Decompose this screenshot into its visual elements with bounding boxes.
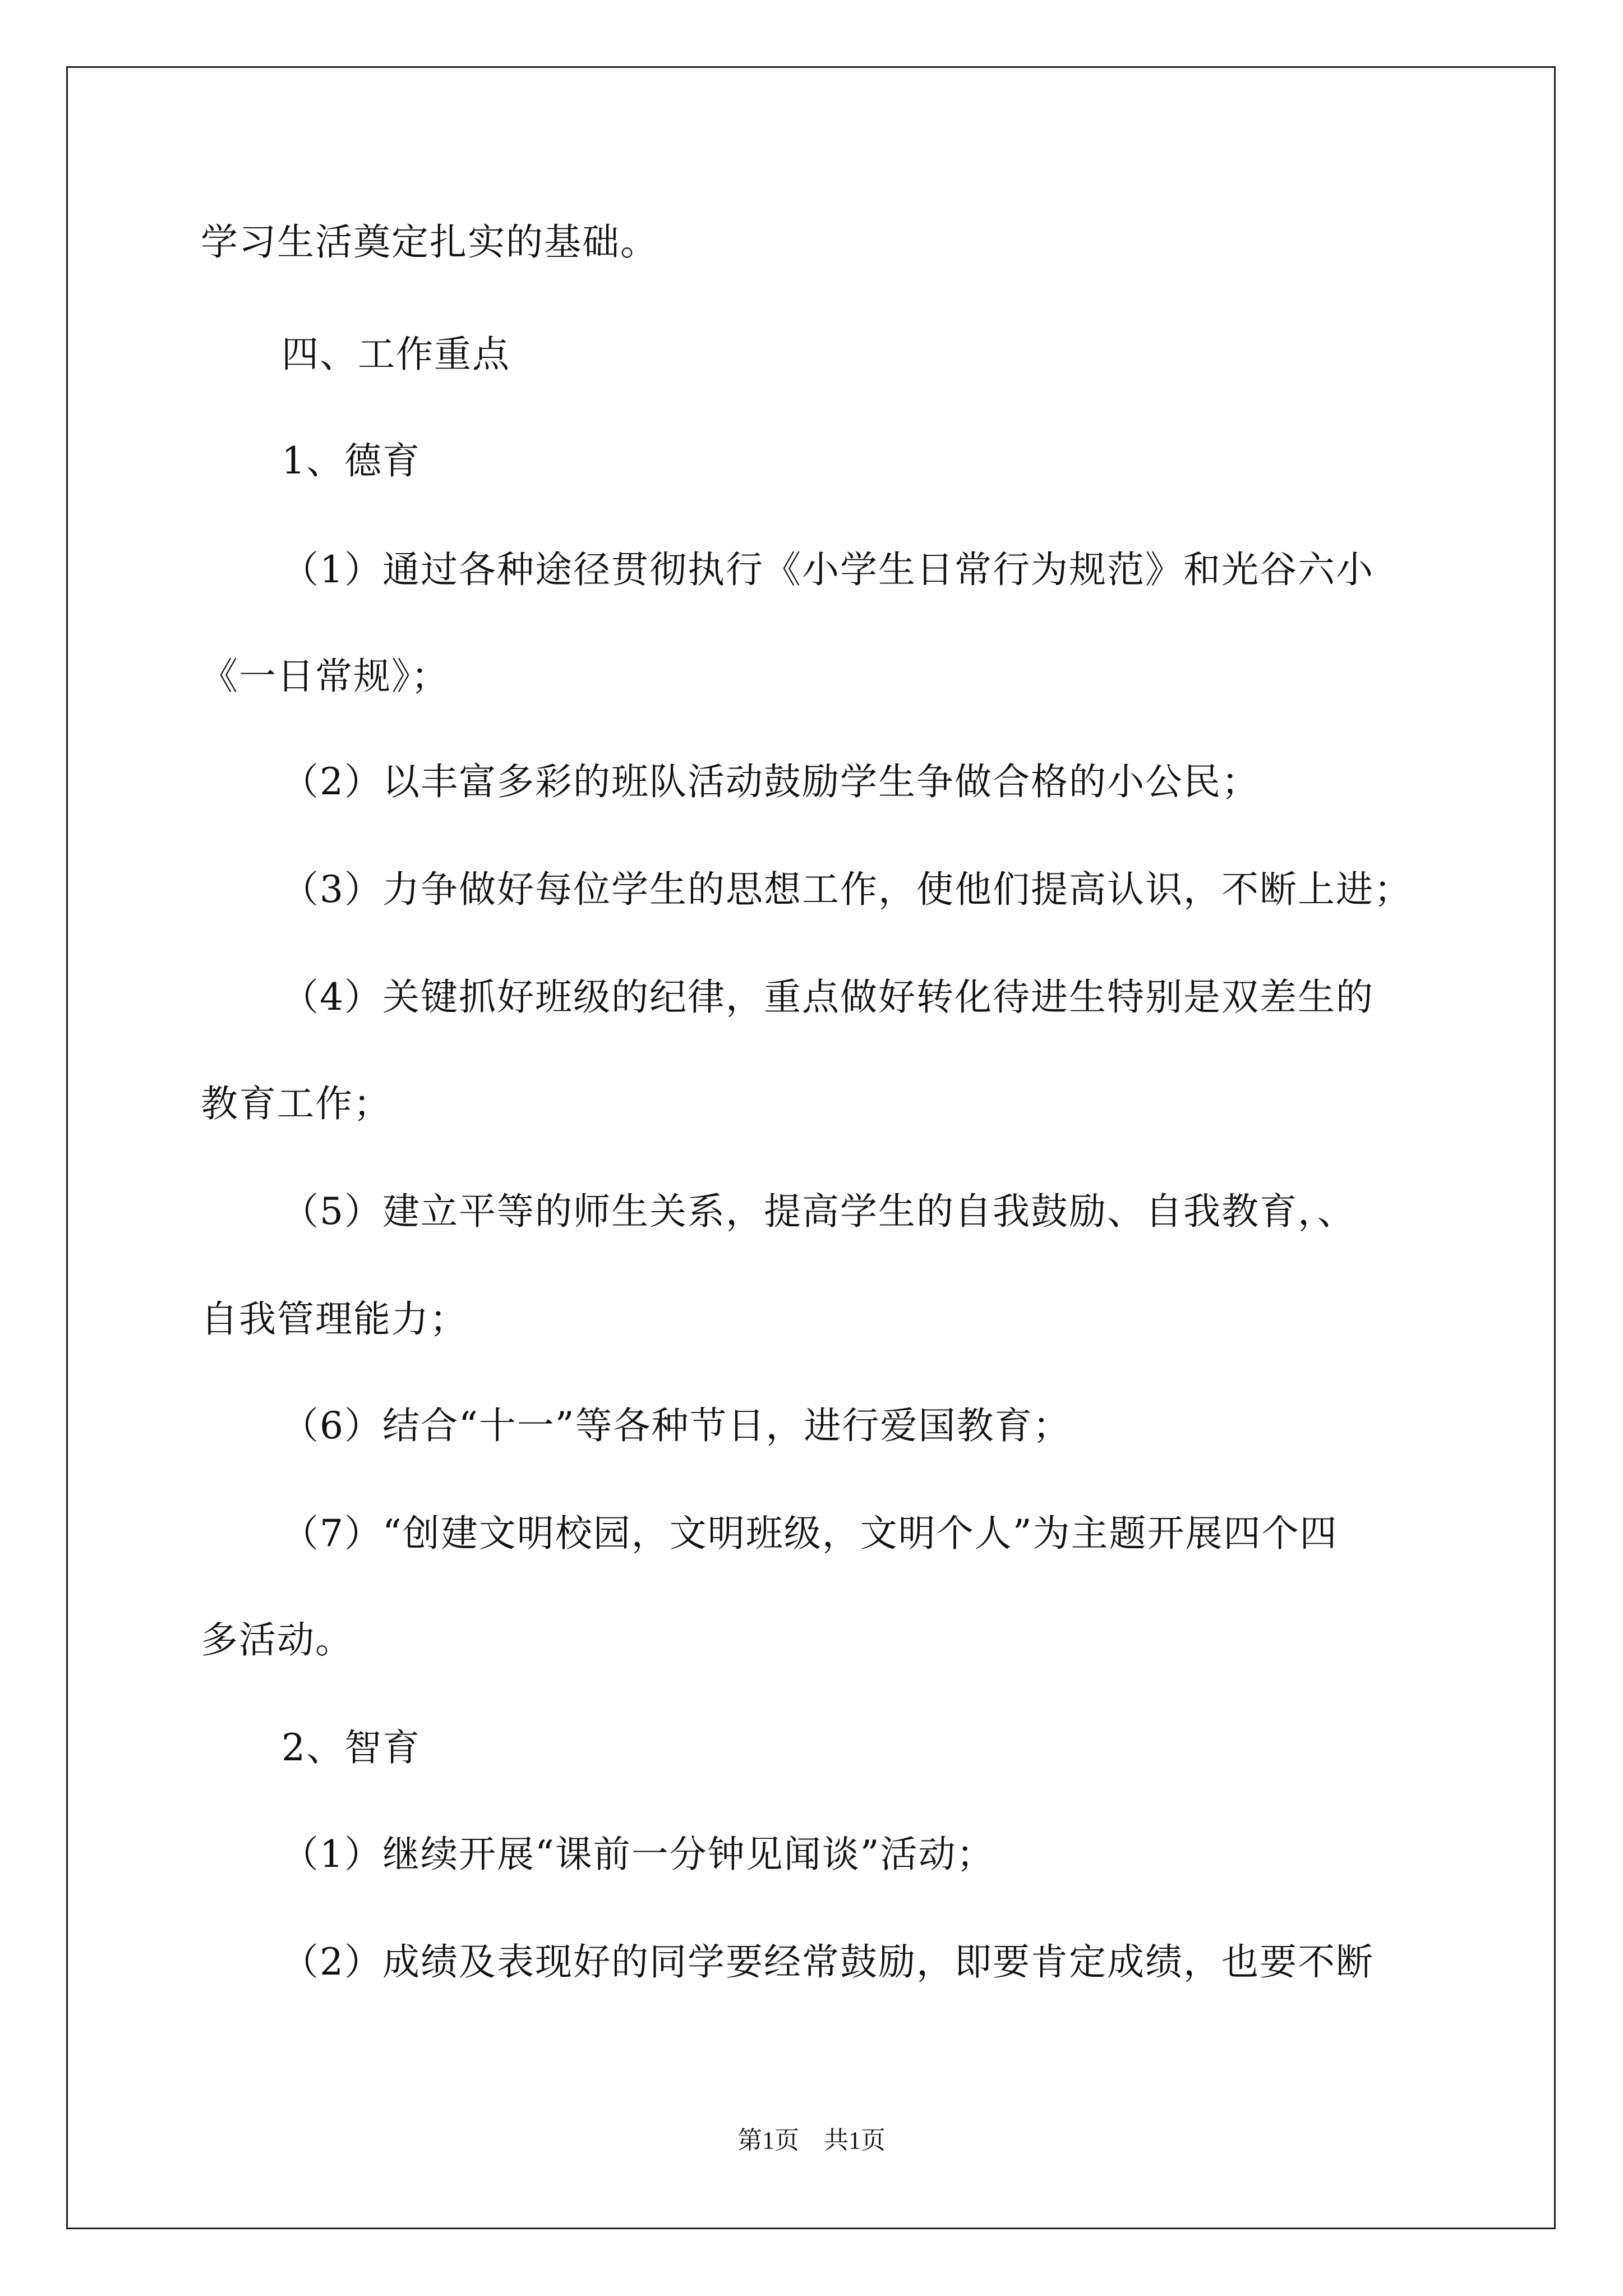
body-text-line: （7）“创建文明校园，文明班级，文明个人”为主题开展四个四 (282, 1512, 1338, 1555)
body-text-line: 多活动。 (201, 1618, 353, 1662)
subsection-heading: 2、智育 (282, 1726, 421, 1769)
body-text-line: 自我管理能力； (201, 1297, 468, 1341)
body-text-line: （6）结合“十一”等各种节日，进行爱国教育； (282, 1404, 1071, 1447)
body-text-line: （5）建立平等的师生关系，提高学生的自我鼓励、自我教育，、 (282, 1190, 1355, 1233)
body-text-line: （2）以丰富多彩的班队活动鼓励学生争做合格的小公民； (282, 760, 1260, 803)
body-text-line: （3）力争做好每位学生的思想工作，使他们提高认识，不断上进； (282, 868, 1412, 911)
body-text-line: （2）成绩及表现好的同学要经常鼓励，即要肯定成绩，也要不断 (282, 1940, 1374, 1984)
body-text-line: 《一日常规》； (201, 655, 449, 698)
body-text-line: （1）通过各种途径贯彻执行《小学生日常行为规范》和光谷六小 (282, 548, 1374, 591)
body-text-line: 教育工作； (201, 1082, 391, 1125)
body-text-line: （4）关键抓好班级的纪律，重点做好转化待进生特别是双差生的 (282, 976, 1374, 1019)
subsection-heading: 1、德育 (282, 439, 421, 482)
page-footer: 第1页 共1页 (737, 2127, 886, 2154)
body-text-line: 学习生活奠定扎实的基础。 (201, 220, 658, 264)
body-text-line: （1）继续开展“课前一分钟见闻谈”活动； (282, 1833, 995, 1876)
page-border (66, 66, 1556, 2229)
section-heading: 四、工作重点 (282, 333, 510, 376)
